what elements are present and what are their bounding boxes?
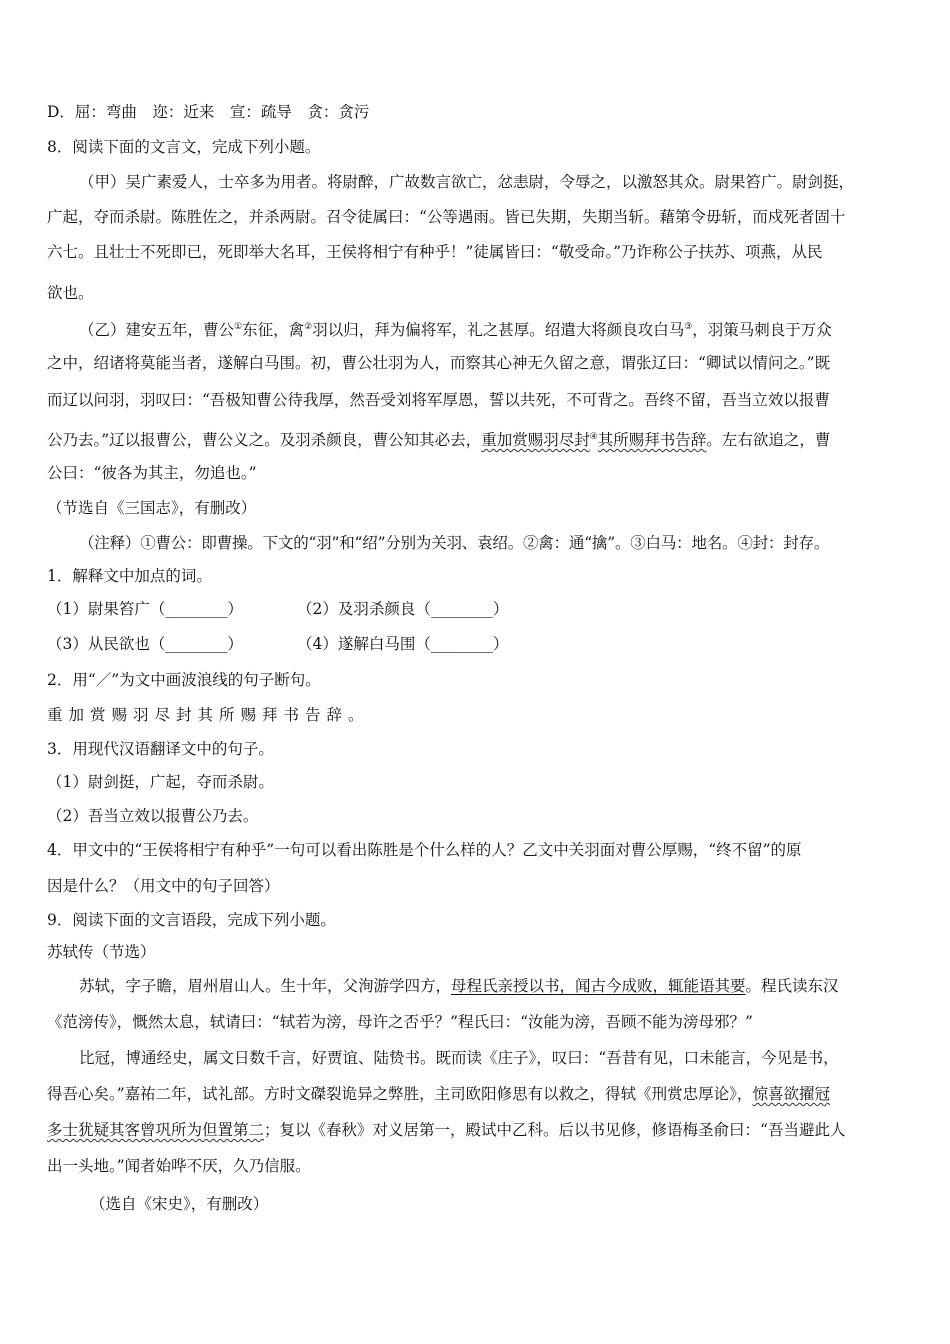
passage-yi-line: 之中，绍诸将莫能当者，遂解白马围。初，曹公壮羽为人，而察其心神无久留之意，谓张辽曰：“卿试以情问之。”既 xyxy=(47,354,831,372)
wavy-underlined-sentence: 其所赐拜书告辞 xyxy=(597,431,707,449)
passage-yi-line: 公乃去。”辽以报曹公，曹公义之。及羽杀颜良，曹公知其必去，重加赏赐羽尽封④其所赐拜书告辞。左右欲追之，曹 xyxy=(47,431,831,449)
wavy-underlined-sentence: 重加赏赐羽尽封 xyxy=(481,431,590,449)
passage-su-line: 出一头地。”闻者始哗不厌，久乃信服。 xyxy=(47,1157,311,1175)
option-d: D．屈：弯曲 迩：近来 宣：疏导 贪：贪污 xyxy=(47,103,370,121)
sub-question-4: 因是什么？（用文中的句子回答） xyxy=(47,877,280,895)
passage-su-line: 比冠，博通经史，属文日数千言，好贾谊、陆贽书。既而读《庄子》，叹曰：“吾昔有见，口未能言，今见是书， xyxy=(79,1049,839,1067)
sub-question-1: 1．解释文中加点的词。 xyxy=(47,567,212,585)
passage-yi-line: 而辽以问羽，羽叹曰：“吾极知曹公待我厚，然吾受刘将军厚恩，誓以共死，不可背之。吾终不留，吾当立效以报曹 xyxy=(47,391,830,409)
question-9-title: 9．阅读下面的文言语段，完成下列小题。 xyxy=(47,911,336,929)
sub-question-1-row xyxy=(47,634,509,654)
blank-item: （2）及羽杀颜良（________） xyxy=(297,600,509,618)
note-mark: ④ xyxy=(589,432,598,442)
passage-jia-line: 六七。且壮士不死即已，死即举大名耳，王侯将相宁有种乎！”徒属皆曰：“敬受命。”乃诈称公子扶苏、项燕，从民 xyxy=(47,243,823,261)
wavy-underlined-sentence: 惊喜欲擢冠 xyxy=(752,1085,830,1103)
note-mark: ① xyxy=(234,322,243,332)
passage-title: 苏轼传（节选） xyxy=(47,943,156,961)
passage-su-line: 苏轼，字子瞻，眉州眉山人。生十年，父洵游学四方，母程氏亲授以书，闻古今成败，辄能语其要。程氏读东汉 xyxy=(79,977,839,995)
sub-question-3: 3．用现代汉语翻译文中的句子。 xyxy=(47,740,274,758)
passage-yi-line: （乙）建安五年，曹公①东征，禽②羽以归，拜为偏将军，礼之甚厚。绍遣大将颜良攻白马③，羽策马刺良于万众 xyxy=(79,321,832,339)
question-8-title: 8．阅读下面的文言文，完成下列小题。 xyxy=(47,138,321,156)
annotations: （注释）①曹公：即曹操。下文的“羽”和“绍”分别为关羽、袁绍。②禽：通“擒”。③白马：地名。④封：封存。 xyxy=(79,534,830,552)
sentence-to-punctuate: 重加赏赐羽尽封其所赐拜书告辞。 xyxy=(47,706,370,724)
passage-jia-line: （甲）吴广素爱人，士卒多为用者。将尉醉，广故数言欲亡，忿恚尉，令辱之，以激怒其众。尉果笞广。尉剑挺， xyxy=(79,173,855,191)
passage-su-line: 《范滂传》，慨然太息，轼请曰：“轼若为滂，母许之否乎？”程氏曰：“汝能为滂，吾顾不能为滂母邪？” xyxy=(47,1013,753,1031)
sub-question-2: 2．用“／”为文中画波浪线的句子断句。 xyxy=(47,671,321,689)
sub-question-4: 4．甲文中的“王侯将相宁有种乎”一句可以看出陈胜是个什么样的人？乙文中关羽面对曹公厚赐，“终不留”的原 xyxy=(47,841,802,859)
passage-su-line: 得吾心矣。”嘉祐二年，试礼部。方时文磔裂诡异之弊胜，主司欧阳修思有以救之，得轼《刑赏忠厚论》，惊喜欲擢冠 xyxy=(47,1085,830,1103)
wavy-underlined-sentence: 多士犹疑其客曾巩所为但置第二 xyxy=(47,1121,265,1139)
passage-jia-line: 广起，夺而杀尉。陈胜佐之，并杀两尉。召令徒属曰：“公等遇雨。皆已失期，失期当斩。藉第令毋斩，而戍死者固十 xyxy=(47,208,846,226)
source-note: （选自《宋史》，有删改） xyxy=(90,1195,269,1213)
blank-item: （3）从民欲也（________） xyxy=(47,635,243,653)
note-mark: ② xyxy=(304,322,313,332)
blank-item: （4）遂解白马围（________） xyxy=(297,635,509,653)
note-mark: ③ xyxy=(684,322,693,332)
sub-question-1-row xyxy=(47,599,509,619)
passage-su-line: 多士犹疑其客曾巩所为但置第二；复以《春秋》对义居第一，殿试中乙科。后以书见修，修语梅圣俞曰：“吾当避此人 xyxy=(47,1121,846,1139)
source-note: （节选自《三国志》，有删改） xyxy=(47,499,257,517)
passage-jia-line: 欲也。 xyxy=(47,284,94,302)
sub-question-3-item: （1）尉剑挺，广起，夺而杀尉。 xyxy=(47,773,274,791)
sub-question-3-item: （2）吾当立效以报曹公乃去。 xyxy=(47,807,259,825)
passage-yi-line: 公曰：“彼各为其主，勿追也。” xyxy=(47,464,257,482)
underlined-sentence: 母程氏亲授以书，闻古今成败，辄能语其要 xyxy=(451,977,746,995)
blank-item: （1）尉果笞广（________） xyxy=(47,600,243,618)
